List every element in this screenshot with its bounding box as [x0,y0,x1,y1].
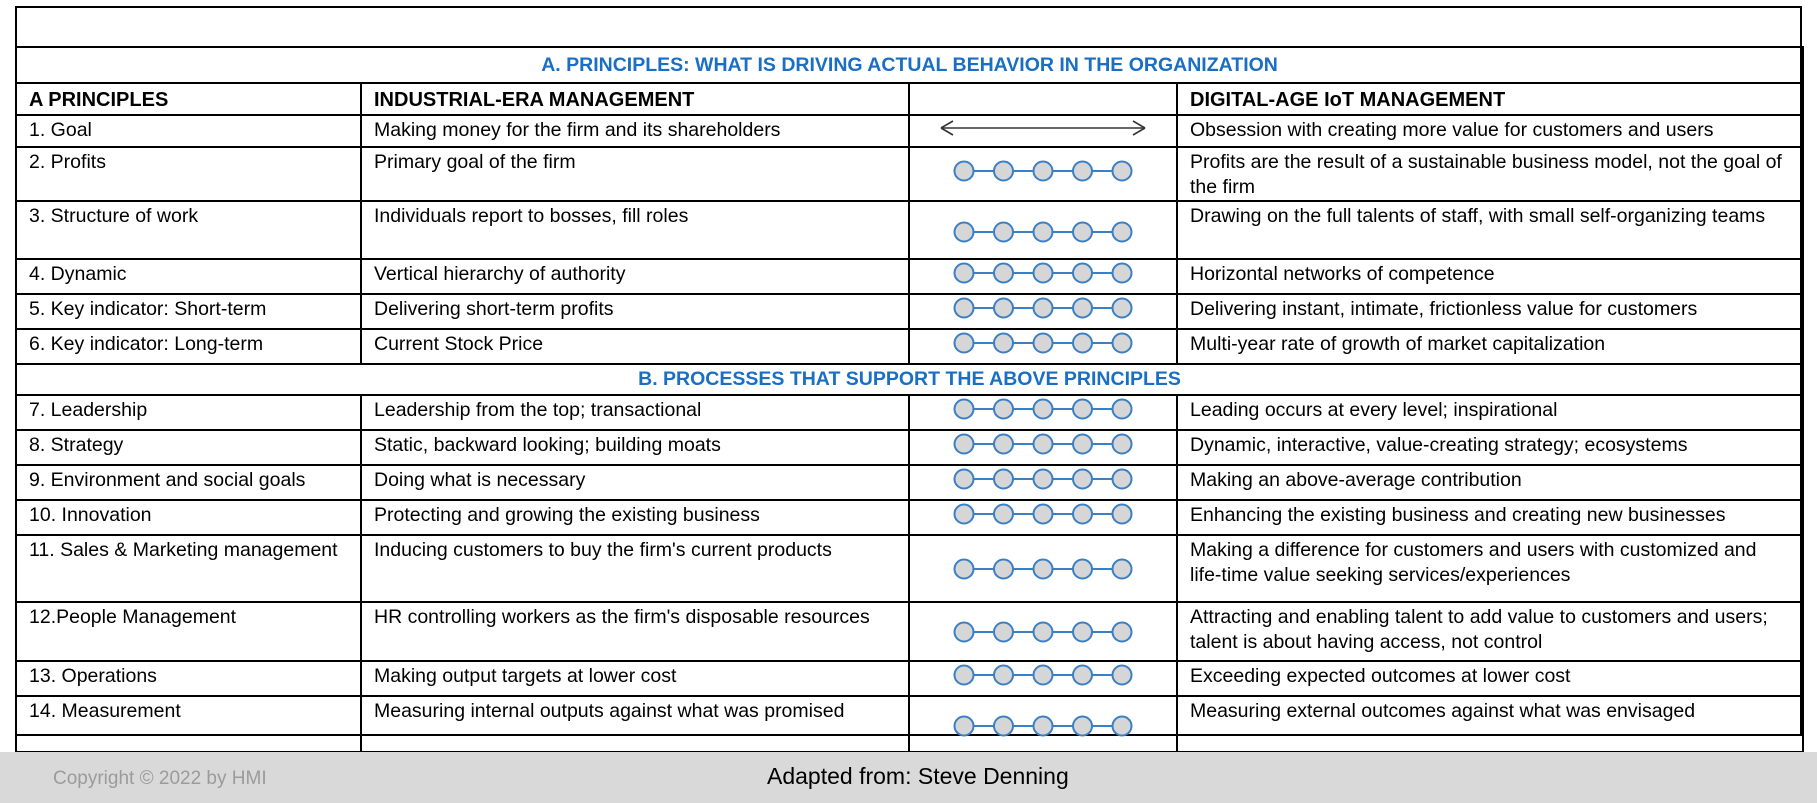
scale-dot [955,299,974,318]
scale-dot [1113,299,1132,318]
industrial-cell: Leadership from the top; transactional [361,395,909,430]
rating-scale-icon [953,396,1133,422]
scale-dot [1113,222,1132,241]
digital-cell: Attracting and enabling talent to add value to customers and users; talent is about having access, not control [1177,602,1803,661]
scale-dot [1113,666,1132,685]
industrial-cell: Doing what is necessary [361,465,909,500]
industrial-cell: Individuals report to bosses, fill roles [361,201,909,259]
table-row [16,115,1803,147]
industrial-cell: Delivering short-term profits [361,294,909,329]
section-a-row [16,47,1803,83]
scale-dot [1034,505,1053,524]
scale-dot [994,264,1013,283]
table-row [16,147,1803,201]
scale-dot [1073,299,1092,318]
row-label: 2. Profits [16,147,361,201]
header-digital: DIGITAL-AGE IoT MANAGEMENT [1177,83,1803,115]
arrow-head-right [1133,128,1145,135]
scale-dot [1113,400,1132,419]
scale-dot [1073,470,1092,489]
scale-dot [994,400,1013,419]
principles-body [16,115,1803,364]
scale-dot [1034,560,1053,579]
table-row [16,465,1803,500]
scale-dot [1073,666,1092,685]
table-row [16,661,1803,696]
digital-cell: Measuring external outcomes against what was envisaged [1177,696,1803,752]
industrial-cell: Primary goal of the firm [361,147,909,201]
scale-dot [1073,716,1092,735]
comparison-table [15,46,1804,753]
scale-dot [994,560,1013,579]
scale-dot [1113,264,1132,283]
digital-cell: Multi-year rate of growth of market capitalization [1177,329,1803,364]
table-row [16,259,1803,294]
scale-dot [1073,560,1092,579]
digital-cell: Delivering instant, intimate, frictionless value for customers [1177,294,1803,329]
scale-dot [994,716,1013,735]
rating-scale-icon [953,295,1133,321]
digital-cell: Exceeding expected outcomes at lower cost [1177,661,1803,696]
row-label: 4. Dynamic [16,259,361,294]
rating-scale-icon [953,158,1133,184]
scale-dot [994,334,1013,353]
scale-cell [909,465,1177,500]
scale-cell [909,395,1177,430]
scale-dot [1113,161,1132,180]
scale-dot [1034,161,1053,180]
digital-cell: Drawing on the full talents of staff, with small self-organizing teams [1177,201,1803,259]
scale-dot [1034,334,1053,353]
scale-dot [1034,623,1053,642]
scale-cell [909,602,1177,661]
scale-cell [909,147,1177,201]
scale-cell [909,430,1177,465]
industrial-cell: HR controlling workers as the firm's disposable resources [361,602,909,661]
processes-body [16,395,1803,752]
scale-dot [1073,435,1092,454]
row-label: 8. Strategy [16,430,361,465]
scale-dot [1034,222,1053,241]
scale-dot [1034,666,1053,685]
scale-dot [955,716,974,735]
arrow-head-left [941,128,953,135]
table-row [16,294,1803,329]
row-label: 7. Leadership [16,395,361,430]
scale-dot [955,470,974,489]
industrial-cell: Measuring internal outputs against what was promised [361,696,909,752]
scale-cell [909,294,1177,329]
scale-dot [955,400,974,419]
copyright-text: Copyright © 2022 by HMI [53,768,267,789]
scale-dot [955,334,974,353]
scale-cell [909,500,1177,535]
scale-dot [955,161,974,180]
rating-scale-icon [953,219,1133,245]
digital-cell: Enhancing the existing business and creating new businesses [1177,500,1803,535]
scale-cell [909,329,1177,364]
table-row [16,395,1803,430]
industrial-cell: Making money for the firm and its shareholders [361,115,909,147]
scale-cell [909,115,1177,147]
scale-dot [1034,435,1053,454]
row-label: 12.People Management [16,602,361,661]
row-label: 3. Structure of work [16,201,361,259]
scale-dot [1113,560,1132,579]
row-label: 6. Key indicator: Long-term [16,329,361,364]
scale-dot [955,560,974,579]
section-b-row [16,364,1803,395]
scale-dot [1034,470,1053,489]
table-row [16,602,1803,661]
digital-cell: Horizontal networks of competence [1177,259,1803,294]
row-label: 1. Goal [16,115,361,147]
scale-dot [1073,623,1092,642]
scale-dot [994,222,1013,241]
row-label: 10. Innovation [16,500,361,535]
section-a-title: A. PRINCIPLES: WHAT IS DRIVING ACTUAL BEHAVIOR IN THE ORGANIZATION [16,47,1803,83]
scale-dot [994,666,1013,685]
scale-dot [1113,470,1132,489]
scale-dot [1073,505,1092,524]
row-label: 9. Environment and social goals [16,465,361,500]
scale-dot [1073,400,1092,419]
scale-dot [955,222,974,241]
row-label: 14. Measurement [16,696,361,752]
digital-cell: Obsession with creating more value for customers and users [1177,115,1803,147]
scale-dot [994,623,1013,642]
scale-cell [909,661,1177,696]
double-arrow-icon [938,118,1148,138]
rating-scale-icon [953,260,1133,286]
row-label: 11. Sales & Marketing management [16,535,361,602]
digital-cell: Making an above-average contribution [1177,465,1803,500]
header-scale [909,83,1177,115]
section-b-title: B. PROCESSES THAT SUPPORT THE ABOVE PRINCIPLES [16,364,1803,395]
row-label: 5. Key indicator: Short-term [16,294,361,329]
scale-dot [955,435,974,454]
table-row [16,201,1803,259]
rating-scale-icon [953,431,1133,457]
table-row [16,329,1803,364]
rating-scale-icon [953,556,1133,582]
scale-dot [1034,716,1053,735]
scale-dot [1034,299,1053,318]
scale-dot [1073,334,1092,353]
table-row [16,696,1803,752]
scale-dot [994,505,1013,524]
rating-scale-icon [953,619,1133,645]
table-header-row [16,83,1803,115]
row-label: 13. Operations [16,661,361,696]
rating-scale-icon [953,330,1133,356]
scale-dot [1113,334,1132,353]
scale-dot [994,435,1013,454]
arrow-head-right [1133,121,1145,128]
industrial-cell: Protecting and growing the existing business [361,500,909,535]
scale-dot [994,470,1013,489]
rating-scale-icon [953,501,1133,527]
scale-dot [955,623,974,642]
header-principles: A PRINCIPLES [16,83,361,115]
scale-dot [1034,400,1053,419]
digital-cell: Dynamic, interactive, value-creating strategy; ecosystems [1177,430,1803,465]
scale-dot [955,264,974,283]
scale-dot [955,666,974,685]
digital-cell: Making a difference for customers and users with customized and life-time value seeking services/experiences [1177,535,1803,602]
arrow-head-left [941,121,953,128]
source-attribution: Adapted from: Steve Denning [767,763,1069,789]
digital-cell: Profits are the result of a sustainable business model, not the goal of the firm [1177,147,1803,201]
industrial-cell: Inducing customers to buy the firm's current products [361,535,909,602]
scale-dot [994,299,1013,318]
rating-scale-icon [953,466,1133,492]
scale-dot [1073,161,1092,180]
scale-dot [1113,435,1132,454]
scale-dot [1113,623,1132,642]
scale-cell [909,535,1177,602]
table-row [16,535,1803,602]
industrial-cell: Vertical hierarchy of authority [361,259,909,294]
industrial-cell: Current Stock Price [361,329,909,364]
table-row [16,430,1803,465]
scale-dot [994,161,1013,180]
rating-scale-icon [953,713,1133,739]
industrial-cell: Making output targets at lower cost [361,661,909,696]
rating-scale-icon [953,662,1133,688]
scale-cell [909,201,1177,259]
scale-dot [1034,264,1053,283]
scale-cell [909,696,1177,752]
scale-dot [1113,505,1132,524]
industrial-cell: Static, backward looking; building moats [361,430,909,465]
digital-cell: Leading occurs at every level; inspirational [1177,395,1803,430]
scale-dot [1073,264,1092,283]
scale-dot [1073,222,1092,241]
scale-dot [955,505,974,524]
scale-cell [909,259,1177,294]
footer-bar [0,752,1817,803]
header-industrial: INDUSTRIAL-ERA MANAGEMENT [361,83,909,115]
scale-dot [1113,716,1132,735]
table-row [16,500,1803,535]
